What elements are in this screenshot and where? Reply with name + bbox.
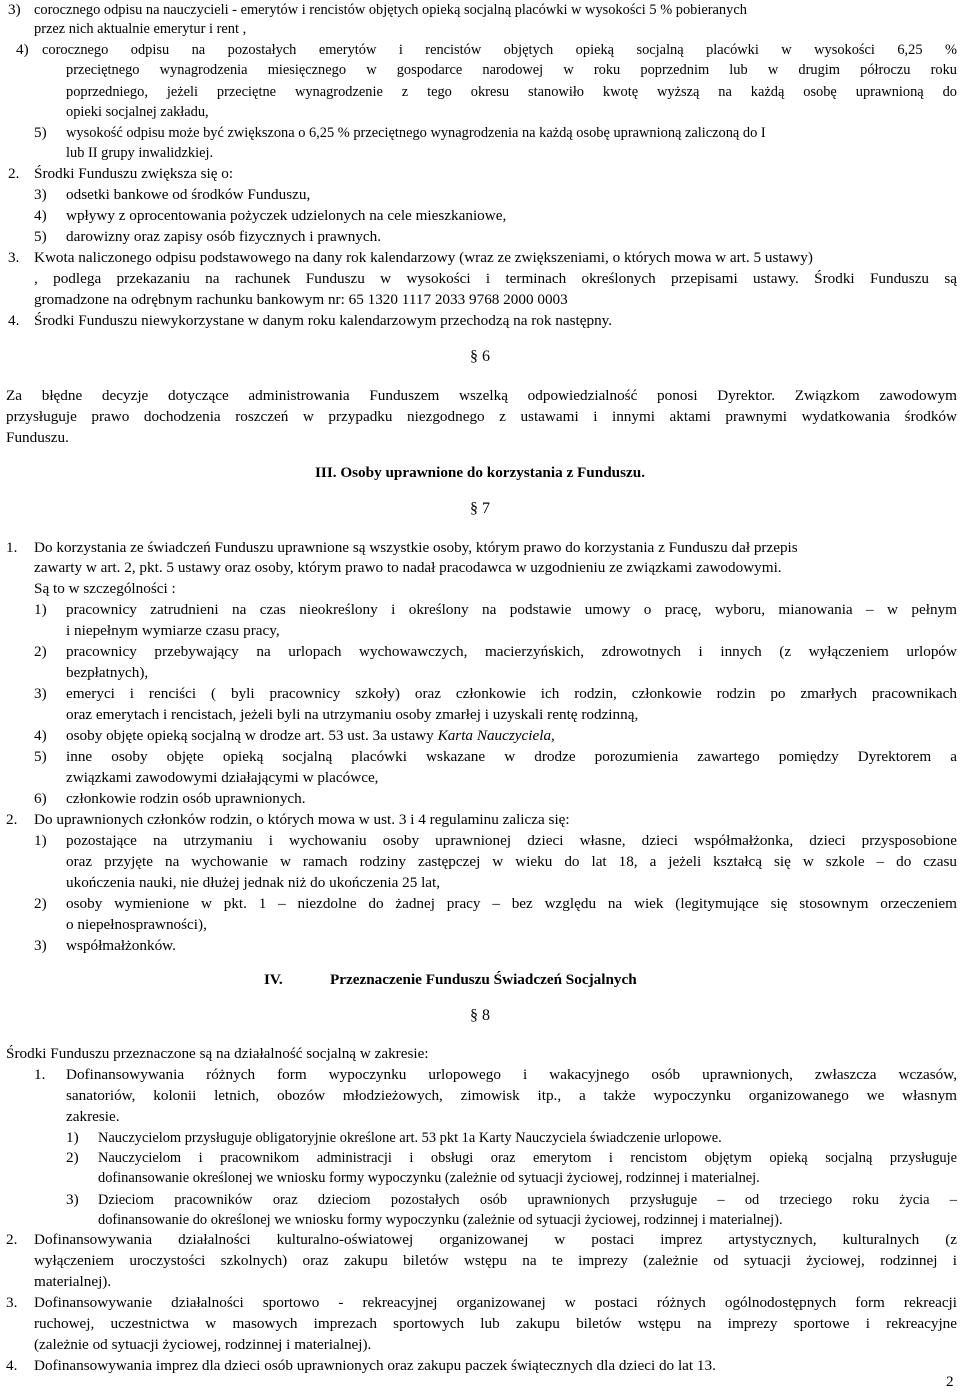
paragraph-line [66, 726, 555, 746]
paragraph-line: gromadzone na odrębnym rachunku bankowym nr: 65 1320 1117 2033 9768 2000 0003 [34, 291, 568, 308]
paragraph-line: Funduszu. [6, 429, 69, 446]
paragraph-line: pracownicy przebywający na urlopach wychowawczych, macierzyńskich, zdrowotnych i innych (z wyłączeniem urlopów [66, 643, 957, 660]
list-number: 2) [34, 643, 47, 660]
list-number: 5) [34, 124, 47, 141]
list-number: 4) [16, 41, 29, 58]
paragraph-line: lub II grupy inwalidzkiej. [66, 145, 214, 161]
paragraph-line: ruchowej, uczestnictwa w masowych imprezach sportowych lub zakupu biletów wstępu na imprezy sportowe i rekreacyjne [34, 1315, 957, 1332]
paragraph-line: bezpłatnych), [66, 664, 149, 681]
list-number: 2. [6, 811, 18, 828]
paragraph-line: związkami zawodowymi działającymi w placówce, [66, 769, 379, 786]
paragraph-line: Dofinansowywanie działalności sportowo - rekreacyjnej organizowanej w postaci różnych ogólnodostępnych form rekreacji [34, 1294, 957, 1311]
paragraph-line: darowizny oraz zapisy osób fizycznych i prawnych. [66, 228, 382, 245]
paragraph-line: członkowie rodzin osób uprawnionych. [66, 790, 306, 807]
list-number: 4. [6, 1357, 18, 1374]
paragraph-line: sanatoriów, kolonii letnich, obozów młodzieżowych, zimowisk itp., a także wypoczynku organizowanego we własnym [66, 1087, 957, 1104]
list-number: 2) [34, 895, 47, 912]
paragraph-line: Do korzystania ze świadczeń Funduszu uprawnione są wszystkie osoby, którym prawo do korzystania z Funduszu dał przepis [34, 539, 798, 556]
paragraph-line: oraz przyjęte na wychowanie w ramach rodziny zastępczej w wieku do lat 18, a jeżeli kształcą się w szkole – do czasu [66, 853, 957, 870]
list-number: 4) [34, 727, 47, 744]
page-number: 2 [946, 1373, 954, 1390]
paragraph-line: wpływy z oprocentowania pożyczek udzielonych na cele mieszkaniowe, [66, 207, 507, 224]
paragraph-line: przeciętnego wynagrodzenia miesięcznego w gospodarce narodowej w roku poprzednim lub w drugim półroczu roku [66, 62, 957, 78]
paragraph-line: zawarty w art. 2, pkt. 5 ustawy oraz osoby, którym prawo to nadał pracodawca w uzgodnieniu ze związkami zawodowymi. [34, 559, 782, 576]
list-number: 3. [8, 249, 20, 266]
paragraph-line: współmałżonków. [66, 937, 176, 954]
paragraph-line: , podlega przekazaniu na rachunek Funduszu w wysokości i terminach określonych przepisami ustawy. Środki Funduszu są [34, 270, 957, 287]
chapter-title: III. Osoby uprawnione do korzystania z Funduszu. [315, 464, 645, 481]
list-number: 2. [8, 165, 20, 182]
paragraph-line: inne osoby objęte opieką socjalną placówki wskazane w drodze porozumienia zawartego pomiędzy Dyrektorem a [66, 748, 957, 765]
list-number: 1) [34, 832, 47, 849]
list-number: 3) [34, 685, 47, 702]
paragraph-line: Dofinansowywania imprez dla dzieci osób uprawnionych oraz zakupu paczek świątecznych dla dzieci do lat 13. [34, 1357, 716, 1374]
paragraph-line: pracownicy zatrudnieni na czas nieokreślony i określony na podstawie umowy o pracę, wyboru, mianowania – w pełnym [66, 601, 957, 618]
paragraph-line: pozostające na utrzymaniu i wychowaniu osoby uprawnionej dzieci własne, dzieci współmałżonka, dzieci przysposobione [66, 832, 957, 849]
paragraph-line: opieki socjalnej zakładu, [66, 104, 209, 120]
paragraph-line: dofinansowanie określonej we wniosku formy wypoczynku (zależnie od sytuacji życiowej, rodzinnej i materialnej. [98, 1170, 760, 1186]
list-number: 4) [34, 207, 47, 224]
paragraph-line: Kwota naliczonego odpisu podstawowego na dany rok kalendarzowy (wraz ze zwiększeniami, o których mowa w art. 5 ustawy) [34, 249, 813, 266]
paragraph-line: wysokość odpisu może być zwiększona o 6,25 % przeciętnego wynagrodzenia na każdą osobę uprawnioną zaliczoną do I [66, 125, 766, 141]
list-number: 3) [34, 186, 47, 203]
section-heading: § 7 [470, 500, 490, 517]
paragraph-line: zakresie. [66, 1108, 120, 1125]
paragraph-line: i niepełnym wymiarze czasu pracy, [66, 622, 280, 639]
italic-text: Karta Nauczyciela, [437, 727, 555, 744]
list-number: 3) [34, 937, 47, 954]
paragraph-line: emeryci i renciści ( byli pracownicy szkoły) oraz członkowie ich rodzin, członkowie rodzin po zmarłych pracownikach [66, 685, 957, 702]
paragraph-line: Środki Funduszu zwiększa się o: [34, 165, 234, 182]
paragraph-line: Środki Funduszu niewykorzystane w danym roku kalendarzowym przechodzą na rok następny. [34, 312, 613, 329]
list-number: 1) [66, 1129, 79, 1146]
list-number: 6) [34, 790, 47, 807]
list-number: 2. [6, 1231, 18, 1248]
paragraph-line: Środki Funduszu przeznaczone są na działalność socjalną w zakresie: [6, 1045, 429, 1062]
paragraph-line: Do uprawnionych członków rodzin, o których mowa w ust. 3 i 4 regulaminu zalicza się: [34, 811, 570, 828]
paragraph-line: corocznego odpisu na pozostałych emerytów i rencistów objętych opieką socjalną placówki w wysokości 6,25 % [42, 42, 957, 58]
paragraph-line: Dzieciom pracowników oraz dzieciom pozostałych osób uprawnionych przysługuje – od trzeciego roku życia – [98, 1192, 957, 1208]
list-number: 4. [8, 312, 20, 329]
paragraph-line: odsetki bankowe od środków Funduszu, [66, 186, 311, 203]
paragraph-line: poprzedniego, jeżeli przeciętne wynagrodzenie z tego okresu stanowiło kwotę wyższą na każdą osobę uprawnioną do [66, 84, 957, 100]
paragraph-line: osoby wymienione w pkt. 1 – niezdolne do żadnej pracy – bez względu na wiek (legitymujące się stosownym orzeczeniem [66, 895, 957, 912]
paragraph-line: dofinansowanie do określonej we wniosku formy wypoczynku (zależnie od sytuacji życiowej, rodzinnej i materialnej). [98, 1212, 783, 1228]
list-number: 3. [6, 1294, 18, 1311]
paragraph-line: Są to w szczególności : [34, 580, 176, 597]
chapter-number: IV. [264, 971, 283, 988]
paragraph-line: Nauczycielom przysługuje obligatoryjnie określone art. 53 pkt 1a Karty Nauczyciela świadczenie urlopowe. [98, 1130, 722, 1146]
list-number: 2) [66, 1149, 79, 1166]
list-number: 5) [34, 748, 47, 765]
list-number: 1. [6, 539, 18, 556]
list-number: 1. [34, 1066, 46, 1083]
section-heading: § 6 [470, 348, 490, 365]
list-number: 5) [34, 228, 47, 245]
paragraph-line: o niepełnosprawności), [66, 916, 207, 933]
list-number: 3) [8, 1, 21, 18]
paragraph-line: ukończenia nauki, nie dłużej jednak niż do ukończenia 25 lat, [66, 874, 441, 891]
paragraph-line: wyłączeniem uroczystości szkolnych) oraz zakupu biletów wstępu na te imprezy (zależnie od sytuacji życiowej, rodzinnej i [34, 1252, 957, 1269]
paragraph-text: osoby objęte opieką socjalną w drodze art. 53 ust. 3a ustawy [66, 727, 438, 744]
chapter-title: Przeznaczenie Funduszu Świadczeń Socjalnych [330, 971, 637, 988]
paragraph-line: Dofinansowywania różnych form wypoczynku urlopowego i wakacyjnego osób uprawnionych, zwłaszcza wczasów, [66, 1066, 957, 1083]
paragraph-line: Nauczycielom i pracownikom administracji i obsługi oraz emerytom i rencistom objętym opieką socjalną przysługuje [98, 1150, 957, 1166]
paragraph-line: oraz emerytach i rencistach, jeżeli byli na utrzymaniu osoby zmarłej i uzyskali rentę rodzinną, [66, 706, 639, 723]
list-number: 3) [66, 1191, 79, 1208]
paragraph-line: corocznego odpisu na nauczycieli - emerytów i rencistów objętych opieką socjalną placówki w wysokości 5 % pobieranych [34, 2, 747, 18]
paragraph-line: przysługuje prawo dochodzenia roszczeń w przypadku niezgodnego z ustawami i innymi aktami prawnymi wydatkowania środków [6, 408, 957, 425]
list-number: 1) [34, 601, 47, 618]
paragraph-line: przez nich aktualnie emerytur i rent , [34, 21, 247, 37]
paragraph-line: materialnej). [34, 1273, 112, 1290]
paragraph-line: Dofinansowywania działalności kulturalno-oświatowej organizowanej w postaci imprez artystycznych, kulturalnych (z [34, 1231, 957, 1248]
paragraph-line: (zależnie od sytuacji życiowej, rodzinnej i materialnej). [34, 1336, 372, 1353]
section-heading: § 8 [470, 1007, 490, 1024]
paragraph-line: Za błędne decyzje dotyczące administrowania Funduszem wszelką odpowiedzialność ponosi Dyrektor. Związkom zawodowym [6, 387, 957, 404]
